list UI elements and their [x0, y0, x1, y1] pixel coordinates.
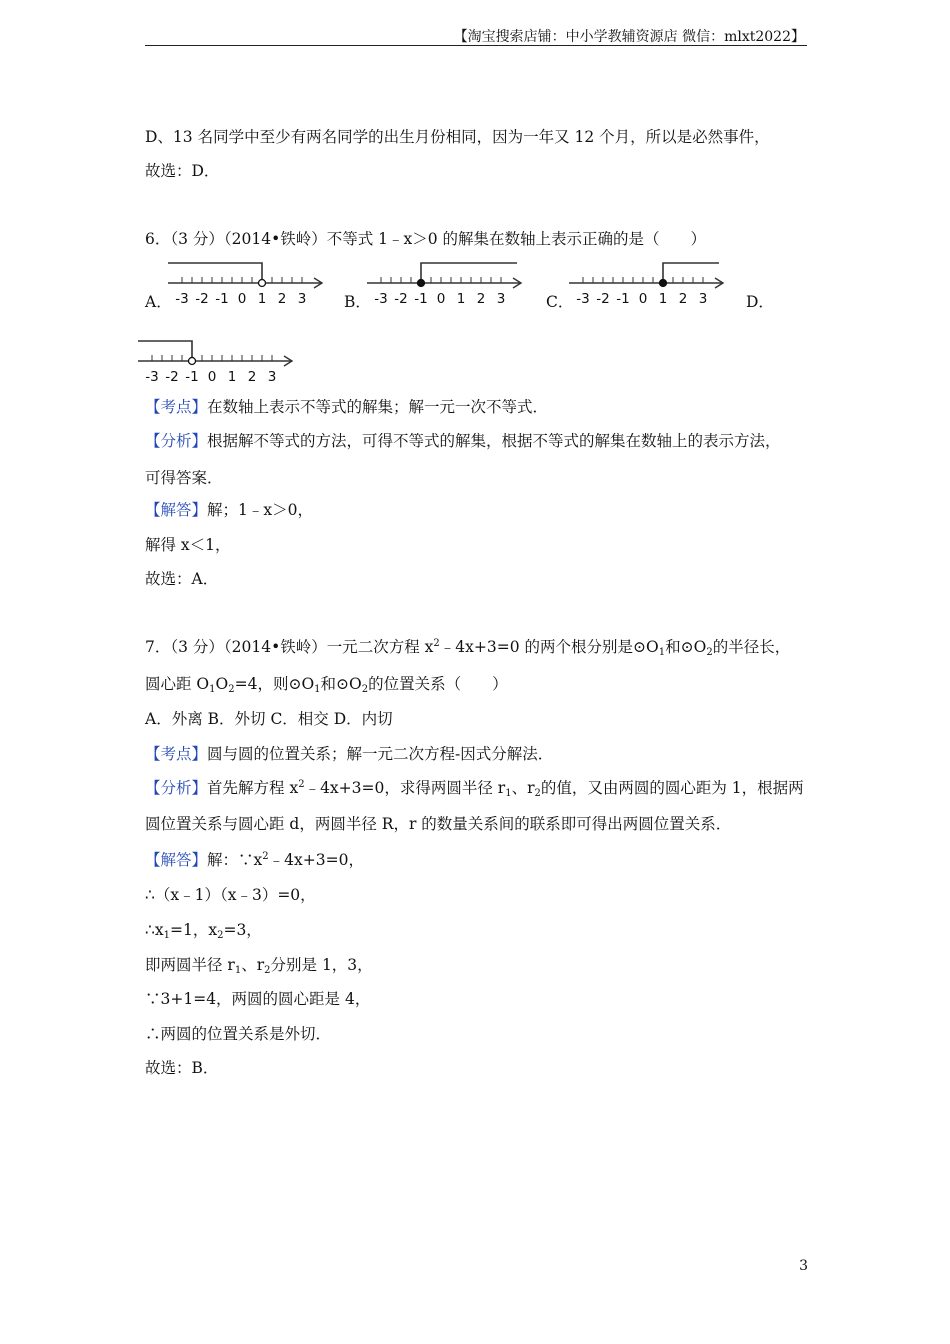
tick-label: 3	[698, 291, 708, 307]
q7-l2-a: 圆心距 O	[145, 675, 210, 693]
q7-fenxi-sub1: 1	[505, 788, 512, 799]
q7-step3-a: ∴x	[145, 921, 164, 939]
q7-fenxi-d: 的值，又由两圆的圆心距为 1，根据两	[540, 779, 804, 797]
q7-step4-sub2: 2	[264, 965, 271, 976]
q7-stem-c: 和⊙O	[665, 638, 707, 656]
tick-label: -2	[195, 291, 209, 307]
header-rule	[145, 45, 807, 46]
tick-label: 2	[476, 291, 486, 307]
q7-l2-sub2: 2	[228, 684, 235, 695]
q6-numberline-b	[367, 255, 527, 315]
q7-answer: 故选：B．	[145, 1059, 219, 1077]
q6-option-b-label: B．	[344, 293, 371, 311]
q6-numberline-d	[138, 333, 298, 393]
q7-step4-b: 、r	[241, 956, 265, 974]
q7-l2-c: =4，则⊙O	[234, 675, 315, 693]
q7-jieda	[145, 850, 364, 870]
tick-label: 3	[496, 291, 506, 307]
tick-label: 1	[456, 291, 466, 307]
q6-kaodian	[145, 397, 548, 417]
q6-jieda-text: 解；1﹣x＞0，	[207, 501, 313, 519]
tick-label: 1	[257, 291, 267, 307]
q6-numberline-c	[569, 255, 729, 315]
tick-label: -3	[374, 291, 388, 307]
q7-step3-c: =3，	[223, 921, 262, 939]
tick-label: 3	[297, 291, 307, 307]
q7-step4-a: 即两圆半径 r	[145, 956, 235, 974]
tick-label: -1	[185, 369, 199, 385]
q7-step3	[145, 920, 262, 940]
q5-answer: 故选：D．	[145, 162, 220, 180]
open-endpoint	[259, 280, 266, 287]
tick-label: 0	[207, 369, 217, 385]
q7-step4-sub1: 1	[234, 965, 242, 976]
tick-label: 1	[227, 369, 237, 385]
tick-label: 2	[277, 291, 287, 307]
q7-step4-c: 分别是 1，3，	[270, 956, 373, 974]
q7-kaodian	[145, 744, 553, 764]
q7-stem-b: ﹣4x+3=0 的两个根分别是⊙O	[439, 638, 659, 656]
q7-stem-line2	[145, 674, 508, 694]
q7-stem-sub2: 2	[706, 647, 713, 658]
tick-label: -1	[215, 291, 229, 307]
tick-label: -3	[145, 369, 159, 385]
q7-l2-e: 的位置关系（ ）	[368, 675, 508, 693]
q6-jieda-step2: 解得 x＜1，	[145, 536, 231, 554]
page-header: 【淘宝搜索店铺：中小学教辅资源店 微信：mlxt2022】	[453, 29, 805, 45]
tick-label: -1	[414, 291, 428, 307]
q7-l2-d: 和⊙O	[320, 675, 362, 693]
q7-jieda-tag: 【解答】	[145, 851, 208, 869]
q7-stem-sub1: 1	[658, 647, 666, 658]
tick-label: -2	[165, 369, 179, 385]
q7-jieda-sup: 2	[262, 851, 269, 862]
q7-step3-b: =1，x	[169, 921, 218, 939]
tick-label: 0	[237, 291, 247, 307]
q6-jieda	[145, 500, 313, 520]
q7-kaodian-tag: 【考点】	[145, 745, 208, 763]
tick-label: -3	[576, 291, 590, 307]
q7-l2-sub3: 1	[314, 684, 321, 695]
q7-fenxi-sup: 2	[298, 779, 305, 790]
open-endpoint	[189, 358, 196, 365]
q7-stem-d: 的半径长，	[712, 638, 791, 656]
q7-fenxi-c: 、r	[511, 779, 535, 797]
tick-label: 0	[638, 291, 648, 307]
q7-l2-b: O	[215, 675, 229, 693]
q7-l2-sub4: 2	[361, 684, 369, 695]
q7-stem-a: 7．（3 分）（2014•铁岭）一元二次方程 x	[145, 638, 434, 656]
q7-jieda-a: 解：∵x	[207, 851, 263, 869]
tick-label: 0	[436, 291, 446, 307]
q6-kaodian-tag: 【考点】	[145, 398, 208, 416]
q7-fenxi-cont: 圆位置关系与圆心距 d，两圆半径 R，r 的数量关系间的联系即可得出两圆位置关系．	[145, 815, 732, 833]
q7-step3-sub2: 2	[217, 930, 224, 941]
tick-label: 3	[267, 369, 277, 385]
q6-kaodian-text: 在数轴上表示不等式的解集；解一元一次不等式．	[207, 398, 549, 416]
q6-option-d-label: D．	[746, 293, 774, 311]
q6-stem: 6．（3 分）（2014•铁岭）不等式 1﹣x＞0 的解集在数轴上表示正确的是（ ）	[145, 230, 707, 248]
q7-step5: ∵3+1=4，两圆的圆心距是 4，	[145, 990, 371, 1008]
q6-fenxi	[145, 431, 781, 451]
q7-options: A．外离 B．外切 C．相交 D．内切	[145, 710, 393, 728]
q7-fenxi-tag: 【分析】	[145, 779, 208, 797]
page-number: 3	[799, 1258, 808, 1274]
q7-fenxi-b: ﹣4x+3=0，求得两圆半径 r	[304, 779, 506, 797]
tick-label: -2	[596, 291, 610, 307]
q7-fenxi	[145, 778, 804, 798]
tick-label: 2	[247, 369, 257, 385]
q7-l2-sub1: 1	[209, 684, 216, 695]
tick-label: 1	[658, 291, 668, 307]
q5-option-d: D、13 名同学中至少有两名同学的出生月份相同，因为一年又 12 个月，所以是必然事件，	[145, 128, 770, 146]
q7-stem	[145, 637, 790, 657]
solution-bracket	[421, 263, 517, 283]
q7-fenxi-a: 首先解方程 x	[207, 779, 299, 797]
tick-label: -2	[394, 291, 408, 307]
q6-fenxi-cont: 可得答案．	[145, 469, 223, 487]
q7-step6: ∴两圆的位置关系是外切．	[145, 1025, 332, 1043]
q6-numberline-a	[168, 255, 328, 315]
q7-step2: ∴（x﹣1）（x﹣3）=0，	[145, 886, 316, 904]
q6-option-c-label: C．	[546, 293, 574, 311]
q7-fenxi-sub2: 2	[534, 788, 541, 799]
solution-bracket	[138, 341, 192, 361]
tick-label: -3	[175, 291, 189, 307]
q7-stem-sup: 2	[433, 638, 440, 649]
q6-answer: 故选：A．	[145, 570, 219, 588]
tick-label: -1	[616, 291, 630, 307]
q6-jieda-tag: 【解答】	[145, 501, 208, 519]
q6-option-a-label: A．	[145, 293, 172, 311]
q6-fenxi-tag: 【分析】	[145, 432, 208, 450]
q7-step3-sub1: 1	[163, 930, 170, 941]
q7-jieda-b: ﹣4x+3=0，	[268, 851, 364, 869]
closed-endpoint	[418, 280, 425, 287]
closed-endpoint	[660, 280, 667, 287]
solution-bracket	[663, 263, 719, 283]
q6-fenxi-text: 根据解不等式的方法，可得不等式的解集，根据不等式的解集在数轴上的表示方法，	[207, 432, 781, 450]
tick-label: 2	[678, 291, 688, 307]
q7-kaodian-text: 圆与圆的位置关系；解一元二次方程-因式分解法．	[207, 745, 554, 763]
q7-step4	[145, 955, 373, 975]
